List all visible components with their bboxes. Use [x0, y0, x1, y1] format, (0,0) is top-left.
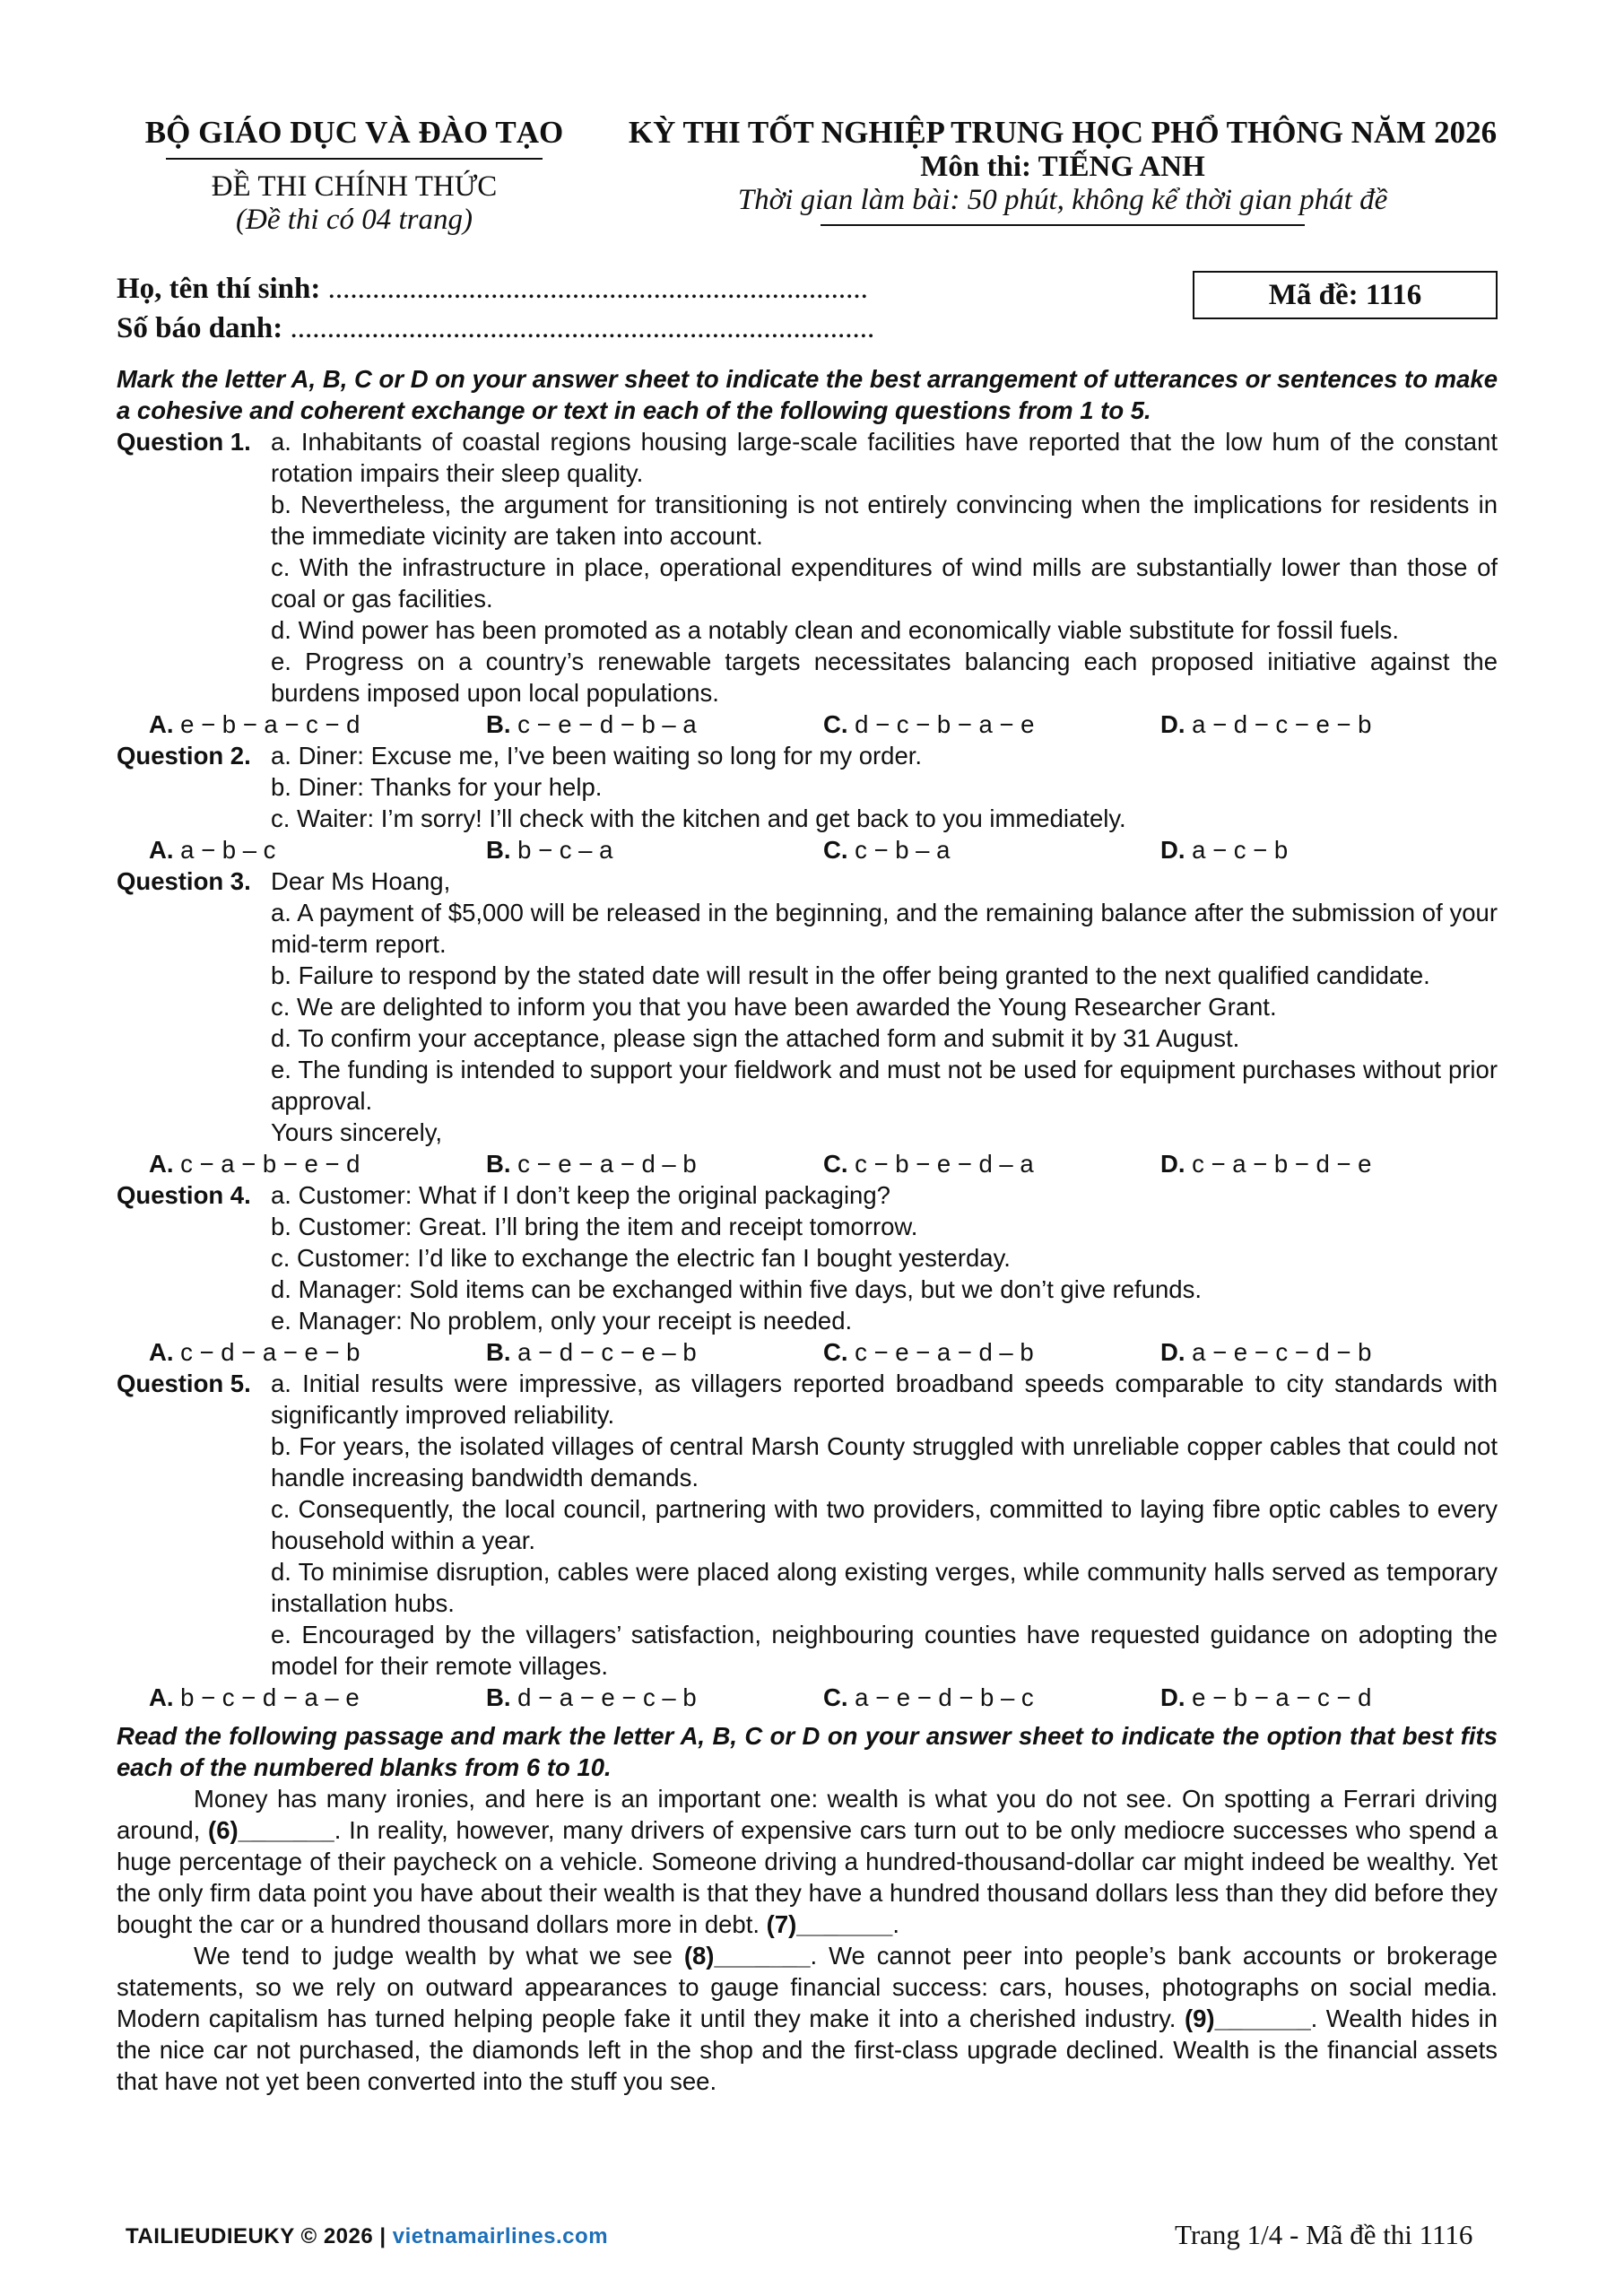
question-item: b. Failure to respond by the stated date will result in the offer being granted to the next qualified candidate.: [271, 961, 1430, 989]
answer-option[interactable]: [149, 1336, 486, 1368]
answer-option[interactable]: [486, 1336, 823, 1368]
question-item: d. To confirm your acceptance, please sign the attached form and submit it by 31 August.: [271, 1024, 1240, 1052]
question-item: c. We are delighted to inform you that you have been awarded the Young Researcher Grant.: [271, 993, 1277, 1021]
question-item: a. Customer: What if I don’t keep the original packaging?: [271, 1181, 890, 1209]
header-right-divider: [821, 224, 1305, 226]
header-right: [592, 115, 1533, 226]
option-letter: D.: [1160, 1683, 1185, 1711]
question-first-line: [117, 865, 1498, 897]
question-label: Question 1.: [117, 428, 251, 456]
answer-option[interactable]: [823, 834, 1160, 865]
subject-label: Môn thi: TIẾNG ANH: [920, 151, 1205, 183]
option-text: c − e − d − b – a: [517, 710, 697, 738]
answer-option[interactable]: [149, 1148, 486, 1179]
passage-paragraph-1: [117, 1783, 1498, 1940]
option-letter: D.: [1160, 836, 1185, 864]
passage-text: . Wealth hides in the nice car not purchased, the diamonds left in the shop and the first-class upgrade declined. Wealth is the financial assets that have not yet been converted into the stuff you see.: [117, 2005, 1498, 2095]
blank-8: (8)_______: [683, 1942, 811, 1970]
question-item: a. Diner: Excuse me, I’ve been waiting so long for my order.: [271, 742, 923, 770]
question-item: Dear Ms Hoang,: [271, 867, 451, 895]
answer-option[interactable]: [486, 709, 823, 740]
option-text: c − a − b − d − e: [1192, 1150, 1372, 1178]
option-text: a − c − b: [1192, 836, 1289, 864]
question-item: b. Diner: Thanks for your help.: [271, 773, 603, 801]
option-letter: C.: [823, 1150, 848, 1178]
question-item: e. Manager: No problem, only your receipt is needed.: [271, 1307, 853, 1335]
option-letter: C.: [823, 1338, 848, 1366]
option-letter: A.: [149, 836, 174, 864]
answer-option[interactable]: [823, 709, 1160, 740]
question-label: Question 2.: [117, 742, 251, 770]
option-letter: C.: [823, 836, 848, 864]
header-left-divider: [166, 158, 543, 160]
question-item: d. Wind power has been promoted as a notably clean and economically viable substitute for fossil fuels.: [271, 616, 1400, 644]
blank-9: (9)_______: [1184, 2005, 1311, 2032]
candidate-name-line: [117, 269, 874, 309]
option-letter: B.: [486, 710, 511, 738]
exam-code-box: Mã đề: 1116: [1193, 271, 1498, 319]
footer-brand-text: TAILIEUDIEUKY © 2026 |: [126, 2224, 393, 2248]
option-letter: A.: [149, 710, 174, 738]
option-text: c − b – a: [855, 836, 951, 864]
answer-option[interactable]: [149, 1682, 486, 1713]
answer-options: [117, 1682, 1498, 1713]
question-item: b. For years, the isolated villages of central Marsh County struggled with unreliable copper cables that could not handle increasing bandwidth demands.: [271, 1432, 1498, 1492]
question-item: b. Customer: Great. I’ll bring the item and receipt tomorrow.: [271, 1213, 918, 1240]
candidate-name-field: .........................................................................: [320, 273, 868, 305]
option-text: e − b − a − c − d: [180, 710, 360, 738]
option-text: c − a − b − e − d: [180, 1150, 360, 1178]
reading-passage: [117, 1783, 1498, 2097]
answer-options: [117, 1336, 1498, 1368]
answer-option[interactable]: [486, 1682, 823, 1713]
question-item: c. Waiter: I’m sorry! I’ll check with the kitchen and get back to you immediately.: [271, 804, 1126, 832]
option-text: c − e − a − d – b: [517, 1150, 697, 1178]
question-label: Question 5.: [117, 1370, 251, 1397]
candidate-id-label: Số báo danh:: [117, 312, 283, 344]
option-letter: A.: [149, 1338, 174, 1366]
candidate-id-field: ...............................................................................: [282, 312, 875, 344]
question-item: c. With the infrastructure in place, operational expenditures of wind mills are substantially lower than those of coal or gas facilities.: [271, 553, 1498, 613]
option-text: b − c – a: [517, 836, 613, 864]
question-item: d. Manager: Sold items can be exchanged within five days, but we don’t give refunds.: [271, 1275, 1202, 1303]
answer-option[interactable]: [1160, 1336, 1498, 1368]
answer-option[interactable]: [486, 1148, 823, 1179]
question-first-line: [117, 1179, 1498, 1211]
question-first-line: [117, 1368, 1498, 1431]
question-item: a. A payment of $5,000 will be released in the beginning, and the remaining balance after the submission of your mid-term report.: [271, 899, 1498, 958]
exam-title: KỲ THI TỐT NGHIỆP TRUNG HỌC PHỔ THÔNG NĂM 2026: [628, 115, 1498, 150]
option-text: e − b − a − c − d: [1192, 1683, 1372, 1711]
option-letter: C.: [823, 710, 848, 738]
question-5: [117, 1368, 1498, 1713]
answer-option[interactable]: [486, 834, 823, 865]
pages-note: (Đề thi có 04 trang): [236, 204, 473, 236]
question-4: [117, 1179, 1498, 1368]
question-2: [117, 740, 1498, 865]
candidate-id-line: [117, 309, 874, 348]
exam-content: [117, 363, 1498, 2097]
option-text: d − c − b − a − e: [855, 710, 1035, 738]
footer-link[interactable]: vietnamairlines.com: [392, 2224, 609, 2248]
question-item: a. Inhabitants of coastal regions housing large-scale facilities have reported that the low hum of the constant rotation impairs their sleep quality.: [271, 428, 1498, 487]
question-item: b. Nevertheless, the argument for transitioning is not entirely convincing when the implications for residents in the immediate vicinity are taken into account.: [271, 491, 1498, 550]
question-item: c. Consequently, the local council, partnering with two providers, committed to laying fibre optic cables to every household within a year.: [271, 1495, 1498, 1554]
option-letter: B.: [486, 1150, 511, 1178]
ministry-name: BỘ GIÁO DỤC VÀ ĐÀO TẠO: [144, 115, 564, 150]
blank-7: (7)_______: [766, 1910, 893, 1938]
candidate-name-label: Họ, tên thí sinh:: [117, 273, 321, 305]
option-text: d − a − e − c – b: [517, 1683, 697, 1711]
answer-option[interactable]: [1160, 834, 1498, 865]
section1-instruction: Mark the letter A, B, C or D on your answer sheet to indicate the best arrangement of utterances or sentences to make a cohesive and coherent exchange or text in each of the following questions from 1 to 5.: [117, 365, 1498, 424]
question-label: Question 4.: [117, 1181, 251, 1209]
question-item: c. Customer: I’d like to exchange the electric fan I bought yesterday.: [271, 1244, 1011, 1272]
blank-6: (6)_______: [208, 1816, 334, 1844]
option-letter: B.: [486, 1338, 511, 1366]
passage-text: We tend to judge wealth by what we see: [194, 1942, 684, 1970]
question-list: [117, 426, 1498, 1713]
answer-option[interactable]: [1160, 1682, 1498, 1713]
passage-text: .: [892, 1910, 899, 1938]
answer-option[interactable]: [823, 1336, 1160, 1368]
question-item: e. Encouraged by the villagers’ satisfaction, neighbouring counties have requested guidance on adopting the model for their remote villages.: [271, 1621, 1498, 1680]
passage-text: . We cannot peer into people’s bank accounts or brokerage statements, so we rely on outward appearances to gauge financial success: cars, houses, photographs on social media. Modern capitalism has turned helping people fake it until they make it into a cherished industry.: [117, 1942, 1498, 2032]
passage-text: Money has many ironies, and here is an important one: wealth is what you do not see. On spotting a Ferrari driving around,: [117, 1785, 1498, 1844]
answer-options: [117, 834, 1498, 865]
option-text: a − d − c − e – b: [517, 1338, 697, 1366]
question-3: [117, 865, 1498, 1179]
option-text: a − e − d − b – c: [855, 1683, 1034, 1711]
option-text: c − b − e − d – a: [855, 1150, 1034, 1178]
candidate-info: [117, 269, 874, 348]
question-item: d. To minimise disruption, cables were placed along existing verges, while community halls served as temporary installation hubs.: [271, 1558, 1498, 1617]
option-text: c − e − a − d – b: [855, 1338, 1034, 1366]
answer-option[interactable]: [1160, 709, 1498, 740]
footer-brand: [126, 2224, 608, 2249]
answer-options: [117, 1148, 1498, 1179]
option-letter: B.: [486, 1683, 511, 1711]
answer-option[interactable]: [823, 1682, 1160, 1713]
answer-option[interactable]: [149, 709, 486, 740]
option-text: c − d − a − e − b: [180, 1338, 360, 1366]
official-exam-label: ĐỀ THI CHÍNH THỨC: [211, 170, 498, 203]
question-label: Question 3.: [117, 867, 251, 895]
option-text: a − d − c − e − b: [1192, 710, 1372, 738]
answer-option[interactable]: [149, 834, 486, 865]
passage-text: . In reality, however, many drivers of expensive cars turn out to be only mediocre successes who spend a huge percentage of their paycheck on a vehicle. Someone driving a hundred-thousand-dollar car might indeed be wealthy. Yet the only firm data point you have about their wealth is that they have a hundred thousand dollars less than they did before they bought the car or a hundred thousand dollars more in debt.: [117, 1816, 1498, 1938]
option-letter: D.: [1160, 1150, 1185, 1178]
option-letter: D.: [1160, 1338, 1185, 1366]
question-1: [117, 426, 1498, 740]
option-letter: D.: [1160, 710, 1185, 738]
question-first-line: [117, 740, 1498, 771]
option-letter: A.: [149, 1150, 174, 1178]
option-text: a − b – c: [180, 836, 276, 864]
question-item: Yours sincerely,: [271, 1118, 443, 1146]
option-letter: C.: [823, 1683, 848, 1711]
answer-option[interactable]: [1160, 1148, 1498, 1179]
question-first-line: [117, 426, 1498, 489]
answer-options: [117, 709, 1498, 740]
passage-paragraph-2: [117, 1940, 1498, 2097]
option-text: a − e − c − d − b: [1192, 1338, 1372, 1366]
section2-instruction: Read the following passage and mark the letter A, B, C or D on your answer sheet to indicate the option that best fits each of the numbered blanks from 6 to 10.: [117, 1722, 1498, 1781]
time-note: Thời gian làm bài: 50 phút, không kể thời gian phát đề: [737, 184, 1388, 216]
option-text: b − c − d − a – e: [180, 1683, 360, 1711]
option-letter: B.: [486, 836, 511, 864]
question-item: e. The funding is intended to support your fieldwork and must not be used for equipment purchases without prior approval.: [271, 1056, 1498, 1115]
question-item: e. Progress on a country’s renewable targets necessitates balancing each proposed initiative against the burdens imposed upon local populations.: [271, 648, 1498, 707]
answer-option[interactable]: [823, 1148, 1160, 1179]
question-item: a. Initial results were impressive, as villagers reported broadband speeds comparable to city standards with significantly improved reliability.: [271, 1370, 1498, 1429]
header-left: [126, 115, 583, 237]
page-number: Trang 1/4 - Mã đề thi 1116: [1175, 2219, 1473, 2250]
option-letter: A.: [149, 1683, 174, 1711]
